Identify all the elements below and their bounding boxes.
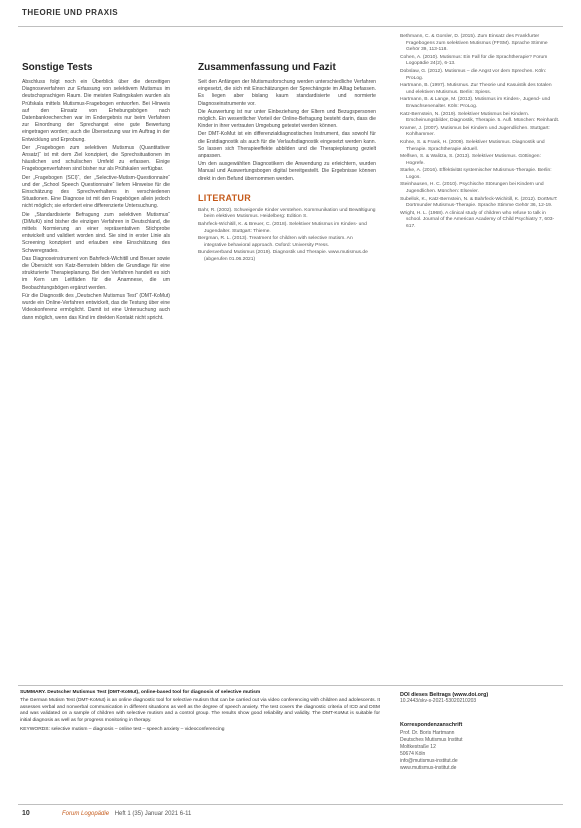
- reference-item: Dobslaw, G. (2012). Mutismus – die Angst vor dem Sprechen. Köln: ProLog.: [400, 68, 547, 81]
- paragraph: Der „Fragebogen zum selektiven Mutismus (Quantitativer Ansatz)“ ist mit dem Ziel konzipiert, die Sprechsituationen im häuslichen und schulischen Umfeld zu erfassen. Einige Fragebogenverfahren sind bisher nur als Prüfskalen verfügbar.: [22, 144, 170, 173]
- doi-box: [400, 692, 560, 705]
- paragraph: Die Auswertung ist nur unter Einbeziehung der Eltern und Bezugspersonen möglich. Ein wesentlicher Vorteil der Online-Befragung besteht darin, dass die Kinder in ihrer vertrauten Umgebung getestet werden können.: [198, 108, 376, 130]
- page-number: 10: [22, 810, 30, 817]
- reference-item: Kramer, J. (2007). Mutismus bei Kindern und Jugendlichen. Stuttgart: Kohlhammer.: [400, 125, 550, 138]
- contact-label: Korrespondenzanschrift: [400, 722, 463, 728]
- left-column-title: Sonstige Tests: [22, 62, 93, 73]
- contact-line: Deutsches Mutismus Institut: [400, 737, 463, 743]
- reference-item: Melfsen, S. & Walitza, S. (2013). Selektiver Mutismus. Göttingen: Hogrefe.: [400, 154, 541, 166]
- literature-item: Bahr, R. (2002). Schweigende Kinder verstehen. Kommunikation und Bewältigung beim elektiven Mutismus. Heidelberg: Edition S.: [198, 207, 376, 220]
- paragraph: Für die Diagnostik des „Deutschen Mutismus Test“ (DMT-KoMut) wurde ein Online-Verfahren entwickelt, das die Testung über eine Videokonferenz ermöglicht. Damit ist eine Untersuchung auch dann möglich, wenn das Kind im direkten Kontakt nicht spricht.: [22, 292, 170, 321]
- contact-line: Moltkestraße 12: [400, 744, 436, 750]
- contact-email[interactable]: info@mutismus-institut.de: [400, 758, 458, 764]
- paragraph: Die „Standardisierte Befragung zum selektiven Mutismus“ (DiMuKi) sind bisher die einzigen Verfahren in Deutschland, die mittels Normierung an einer repräsentativen Stichprobe entwickelt und validiert worden sind. Sie sind in erster Linie als Screening konzipiert und erlauben eine Einschätzung des Schweregrades.: [22, 211, 170, 254]
- left-column-text: [22, 79, 170, 322]
- literature-item: Bergman, R. L. (2013). Treatment for children with selective mutism. An integrative behavioral approach. Oxford: University Press.: [198, 236, 353, 248]
- paragraph: Abschluss folgt noch ein Überblick über die derzeitigen Diagnoseverfahren zur Erfassung von selektivem Mutismus im deutschsprachigen Raum. Die meisten Ratingskalen wurden als Prüfskala mittels Mutismus-Fragebogen entworfen. Bei Hinweis auf den Einsatz von Erhebungsbögen nach Datenbankrecherchen war im Endergebnis nur beim Verfahren zur Einordnung der Sprechangst eine gute Bewertung eingetragen worden; auch die Übersetzung war im Auftrag in der Entwicklung und Erprobung.: [22, 79, 170, 143]
- journal-issue: Heft 1 (35) Januar 2021 6-11: [114, 811, 192, 817]
- literature-item: Bundesverband Mutismus (2019). Diagnostik und Therapie. www.mutismus.de (abgerufen 01.06.2021): [198, 250, 368, 262]
- summary-block: [20, 690, 380, 734]
- reference-item: Hartmann, B. & Lange, M. (2013). Mutismus im Kindes-, Jugend- und Erwachsenenalter. Köln: ProLog.: [400, 97, 551, 109]
- contact-website[interactable]: www.mutismus-institut.de: [400, 765, 457, 771]
- contact-line: Prof. Dr. Boris Hartmann: [400, 730, 455, 736]
- summary-text: The German Mutism Test (DMT-KoMut) is an online diagnostic tool for selective mutism that can be carried out via video conferencing with children and adolescents. It assesses verbal and nonverbal communication in different situations as well as the degree of speech anxiety. The test covers the diagnostic criteria of ICD and DSM and was validated on a sample of children with selective mutism and a control group. The results show good reliability and validity. The DMT-KoMut is suitable for initial diagnosis as well as for progress monitoring in therapy.: [20, 697, 380, 724]
- paragraph: Der „Fragebogen (SCI)“, der „Selective-Mutism-Questionnaire“ und der „School Speech Questionnaire“ liefern Hinweise für die Einschätzung des Sprechverhaltens in verschiedenen Situationen. Eine Diagnose ist mit den Fragebögen allein jedoch nicht möglich; sie erfordert eine differenzierte Untersuchung.: [22, 174, 170, 210]
- reference-item: Bethmann, C. & Gorsler, D. (2015). Zum Einsatz des Frankfurter Fragebogens zum selektiven Mutismus (FFSM). Sprache Stimme Gehör 39, 113-118.: [400, 34, 548, 53]
- paragraph: Der DMT-KoMut ist ein differenzialdiagnostisches Instrument, das sowohl für die Erstdiagnostik als auch für die Verlaufsdiagnostik eingesetzt werden kann. So lassen sich Therapieeffekte abbilden und die Therapieplanung gezielt anpassen.: [198, 131, 376, 160]
- literature-list: [198, 208, 376, 264]
- footer-divider: [18, 804, 563, 805]
- literature-title: LITERATUR: [198, 192, 252, 203]
- doi-label: DOI dieses Beitrags (www.doi.org): [400, 692, 489, 698]
- reference-item: Starke, A. (2016). Effektivität systemischer Mutismus-Therapie. Berlin: Logos.: [400, 168, 552, 180]
- reference-item: Hartmann, B. (1997). Mutismus. Zur Theorie und Kasuistik des totalen und elektiven Mutismus. Berlin: Spiess.: [400, 83, 552, 95]
- reference-item: Kühne, S. & Frank, H. (2009). Selektiver Mutismus. Diagnostik und Therapie. Sprachtherapie aktuell.: [400, 139, 545, 152]
- literature-item: Bahrfeck-Wichitill, K. & Breuer, C. (2018). Selektiver Mutismus im Kindes- und Jugendalter. Stuttgart: Thieme.: [198, 222, 367, 234]
- paragraph: Um den ausgewählten Diagnostikern die Anwendung zu erleichtern, wurden Manual und Auswertungsbogen digital bereitgestellt. Die Ergebnisse können direkt in den Befund übernommen werden.: [198, 161, 376, 182]
- left-column: [22, 62, 170, 323]
- reference-item: Subellok, K., Katz-Bernstein, N. & Bahrfeck-Wichitill, K. (2012). DortMuT: Dortmunder Mutismus-Therapie. Sprache Stimme Gehör 36, 12-19.: [400, 196, 558, 209]
- doi-value[interactable]: 10.2443/skv-s-2021-53020210203: [400, 698, 477, 704]
- references-column: [400, 34, 560, 232]
- contact-box: [400, 722, 560, 772]
- summary-divider: [18, 685, 563, 686]
- reference-item: Wright, H. L. (1968). A clinical study of children who refuse to talk in school. Journal of the American Academy of Child Psychiatry 7, 603-617.: [400, 210, 555, 230]
- reference-item: Steinhausen, H. C. (2010). Psychische Störungen bei Kindern und Jugendlichen. München: Elsevier.: [400, 182, 544, 195]
- paragraph: Das Diagnoseinstrument von Bahrfeck-Wichitill und Breuer sowie die Übersicht von Katz-Bernstein bilden die Grundlage für eine strukturierte Therapieplanung. Bei den Verfahren handelt es sich im Kern um Leitfäden für die Anamnese, die um Beobachtungsbögen ergänzt werden.: [22, 255, 170, 291]
- contact-line: 50674 Köln: [400, 751, 426, 757]
- paragraph: Seit den Anfängen der Mutismusforschung werden unterschiedliche Verfahren eingesetzt, die sich mit Einschätzungen der Sprechängste im Alltag befassen. Es liegen aber bislang kaum standardisierte und normierte Diagnoseinstrumente vor.: [198, 79, 376, 107]
- middle-column-title: Zusammenfassung und Fazit: [198, 62, 336, 73]
- middle-column: [198, 62, 376, 265]
- reference-item: Katz-Bernstein, N. (2019). Selektiver Mutismus bei Kindern. Erscheinungsbilder, Diagnostik, Therapie. 5. Aufl. München: Reinhardt.: [400, 111, 560, 124]
- section-header: THEORIE UND PRAXIS: [22, 8, 119, 17]
- footer-line: [62, 811, 191, 817]
- header-divider: [18, 26, 563, 27]
- summary-keywords: KEYWORDS: selective mutism – diagnosis – online test – speech anxiety – videoconferencing: [20, 726, 225, 732]
- journal-name: Forum Logopädie: [62, 811, 110, 817]
- reference-item: Cohen, A. (2010). Mutismus: Ein Fall für die Sprachtherapie? Forum Logopädie 24(2), 6-13.: [400, 54, 548, 67]
- summary-heading: SUMMARY. Deutscher Mutismus Test (DMT-KoMut), online-based tool for diagnosis of selective mutism: [20, 690, 261, 695]
- middle-column-text: [198, 79, 376, 183]
